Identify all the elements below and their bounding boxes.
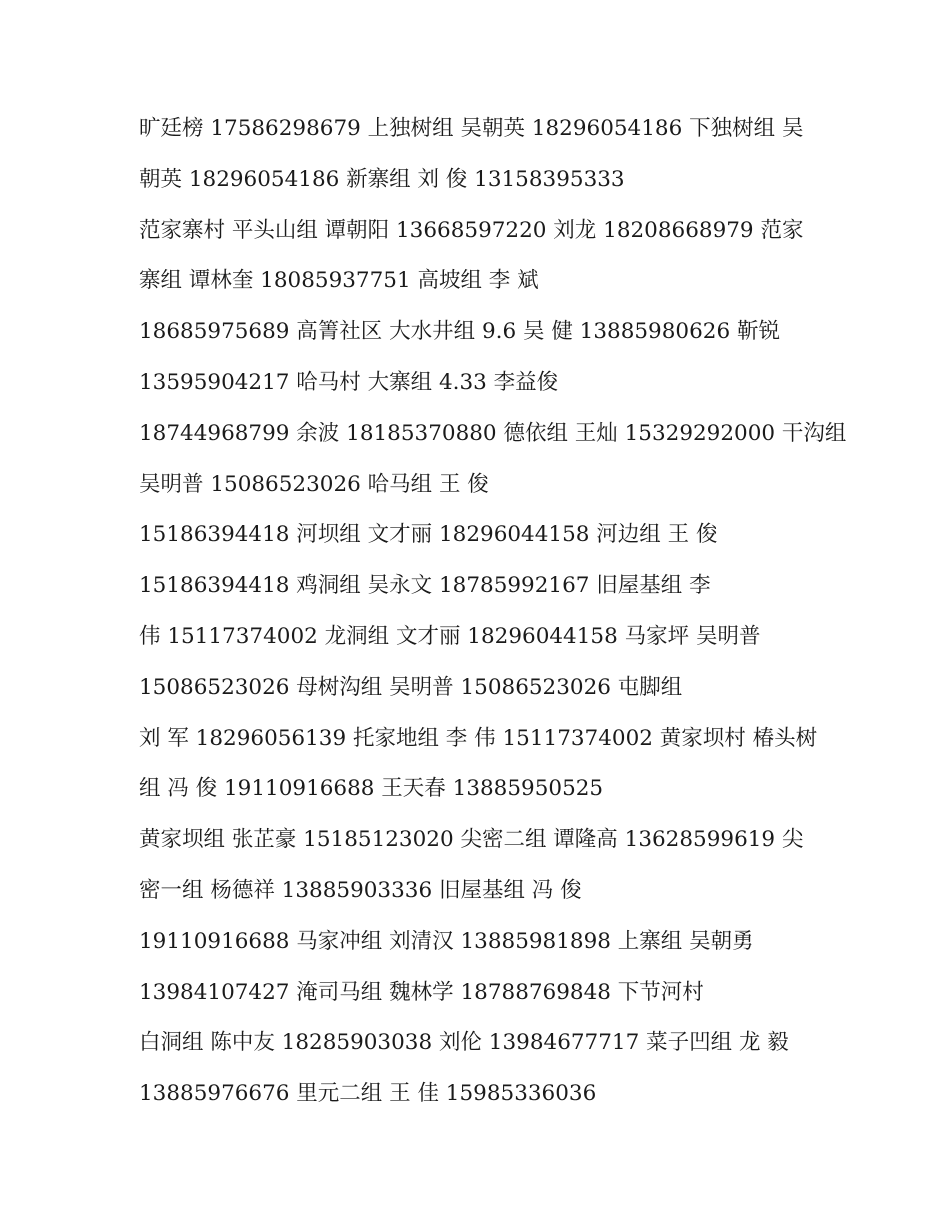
text-line: 伟 15117374002 龙洞组 文才丽 18296044158 马家坪 吴明普 xyxy=(139,623,761,649)
text-line: 15186394418 鸡洞组 吴永文 18785992167 旧屋基组 李 xyxy=(139,573,711,599)
text-line: 13984107427 淹司马组 魏林学 18788769848 下节河村 xyxy=(139,979,704,1005)
text-line: 吴明普 15086523026 哈马组 王 俊 xyxy=(139,471,489,497)
text-line: 旷廷榜 17586298679 上独树组 吴朝英 18296054186 下独树组 吴 xyxy=(139,116,804,141)
text-line: 黄家坝组 张芷豪 15185123020 尖密二组 谭隆高 13628599619 尖 xyxy=(139,827,804,853)
text-line: 19110916688 马家冲组 刘清汉 13885981898 上寨组 吴朝勇 xyxy=(139,928,754,954)
text-line: 白洞组 陈中友 18285903038 刘伦 13984677717 菜子凹组 龙 毅 xyxy=(139,1030,789,1056)
document-body xyxy=(139,104,847,1120)
text-line: 范家寨村 平头山组 谭朝阳 13668597220 刘龙 18208668979 范家 xyxy=(139,217,804,243)
text-line: 15186394418 河坝组 文才丽 18296044158 河边组 王 俊 xyxy=(139,522,718,548)
text-line: 15086523026 母树沟组 吴明普 15086523026 屯脚组 xyxy=(139,674,683,700)
text-line: 寨组 谭林奎 18085937751 高坡组 李 斌 xyxy=(139,268,539,294)
text-line: 刘 军 18296056139 托家地组 李 伟 15117374002 黄家坝村 椿头树 xyxy=(139,725,818,751)
text-line: 组 冯 俊 19110916688 王天春 13885950525 xyxy=(139,776,604,802)
text-line: 18685975689 高箐社区 大水井组 9.6 吴 健 13885980626 靳锐 xyxy=(139,319,780,345)
text-line: 密一组 杨德祥 13885903336 旧屋基组 冯 俊 xyxy=(139,877,582,903)
text-line: 13885976676 里元二组 王 佳 15985336036 xyxy=(139,1081,597,1107)
text-line: 18744968799 余波 18185370880 德依组 王灿 15329292000 干沟组 xyxy=(139,420,847,446)
text-line: 13595904217 哈马村 大寨组 4.33 李益俊 xyxy=(139,369,559,395)
text-line: 朝英 18296054186 新寨组 刘 俊 13158395333 xyxy=(139,166,625,192)
